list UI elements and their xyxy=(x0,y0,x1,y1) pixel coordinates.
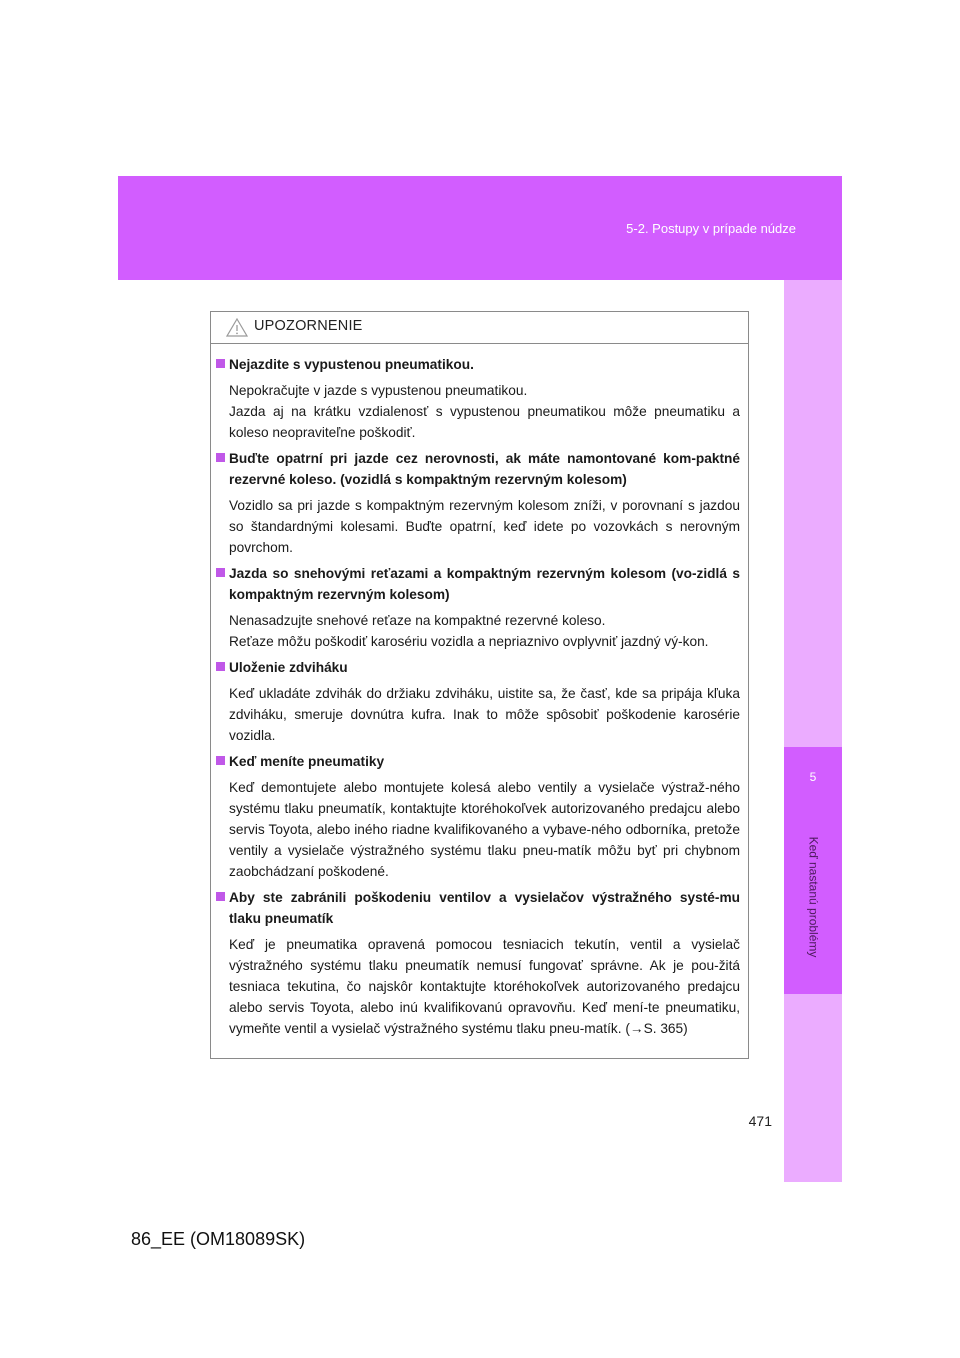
item-heading xyxy=(216,751,740,772)
chapter-title-text: Keď nastanú problémy xyxy=(806,836,820,958)
item-text xyxy=(216,495,740,558)
section-label: 5-2. Postupy v prípade núdze xyxy=(626,221,796,236)
item-paragraph: Keď je pneumatika opravená pomocou tesniacich tekutín, ventil a vysielač výstražného systému tlaku pneumatík nemusí fungovať správne. Ak je pou-žitá tesniaca tekutina, čo najskôr kontaktujte ktoréhokoľvek autorizovaného predajcu alebo servis Toyota, alebo inú kvalifikovanú opravovňu. Keď mení-te pneumatiku, vymeňte ventil a vysielač výstražného systému tlaku pneu-matík. (→S. 365) xyxy=(229,937,740,1036)
item-heading-text: Aby ste zabránili poškodeniu ventilov a vysielačov výstražného systé-mu tlaku pneumatík xyxy=(229,890,740,926)
item-heading-text: Nejazdite s vypustenou pneumatikou. xyxy=(229,357,474,372)
bullet-square-icon xyxy=(216,756,225,765)
caution-item xyxy=(216,563,740,652)
caution-item xyxy=(216,887,740,1039)
item-heading xyxy=(216,887,740,929)
page-number: 471 xyxy=(748,1113,772,1129)
caution-item xyxy=(216,751,740,882)
item-text xyxy=(216,380,740,443)
caution-box xyxy=(210,311,749,1059)
item-heading-text: Uloženie zdviháku xyxy=(229,660,348,675)
item-text xyxy=(216,683,740,746)
item-heading-text: Buďte opatrní pri jazde cez nerovnosti, ak máte namontované kom-paktné rezervné koleso. (vozidlá s kompaktným rezervným kolesom) xyxy=(229,451,740,487)
item-paragraph: Vozidlo sa pri jazde s kompaktným rezervným kolesom zníži, v porovnaní s jazdou so štandardnými kolesami. Buďte opatrní, keď idete po vozovkách s nerovným povrchom. xyxy=(229,498,740,555)
item-paragraph: Nepokračujte v jazde s vypustenou pneumatikou. xyxy=(229,383,528,398)
bullet-square-icon xyxy=(216,568,225,577)
item-paragraph: Reťaze môžu poškodiť karosériu vozidla a nepriaznivo ovplyvniť jazdný vý-kon. xyxy=(229,634,709,649)
item-heading xyxy=(216,657,740,678)
item-text xyxy=(216,934,740,1039)
caution-header xyxy=(211,312,748,344)
caution-item xyxy=(216,657,740,746)
chapter-title xyxy=(784,812,842,982)
caution-item xyxy=(216,354,740,443)
bullet-square-icon xyxy=(216,453,225,462)
caution-title: UPOZORNENIE xyxy=(254,318,363,334)
warning-triangle-icon xyxy=(226,318,248,337)
caution-body xyxy=(211,344,748,1039)
item-paragraph: Jazda aj na krátku vzdialenosť s vypustenou pneumatikou môže pneumatiku a koleso neopraviteľne poškodiť. xyxy=(229,404,740,440)
header-band xyxy=(118,176,842,280)
item-heading xyxy=(216,448,740,490)
item-heading-text: Jazda so snehovými reťazami a kompaktným rezervným kolesom (vo-zidlá s kompaktným rezervným kolesom) xyxy=(229,566,740,602)
item-text xyxy=(216,777,740,882)
caution-item xyxy=(216,448,740,558)
item-heading-text: Keď meníte pneumatiky xyxy=(229,754,385,769)
bullet-square-icon xyxy=(216,662,225,671)
bullet-square-icon xyxy=(216,359,225,368)
item-heading xyxy=(216,563,740,605)
item-heading xyxy=(216,354,740,375)
bullet-square-icon xyxy=(216,892,225,901)
chapter-number: 5 xyxy=(809,770,817,784)
item-paragraph: Keď demontujete alebo montujete kolesá alebo ventily a vysielače výstraž-ného systému tlaku pneumatík, kontaktujte ktoréhokoľvek autorizovaného predajcu alebo servis Toyota, alebo iného riadne kvalifikovaného a vybave-ného odborníka, pretože ventily a vysielače výstražného systému tlaku pneu-matík môžu byť pri chybnom zaobchádzaní poškodené. xyxy=(229,780,740,879)
side-tab xyxy=(784,280,842,1182)
item-text xyxy=(216,610,740,652)
footer-code: 86_EE (OM18089SK) xyxy=(131,1229,306,1249)
item-paragraph: Nenasadzujte snehové reťaze na kompaktné rezervné koleso. xyxy=(229,613,606,628)
item-paragraph: Keď ukladáte zdvihák do držiaku zdviháku, uistite sa, že časť, kde sa pripája kľuka zdviháku, smeruje dovnútra kufra. Inak to môže spôsobiť poškodenie karosérie vozidla. xyxy=(229,686,740,743)
